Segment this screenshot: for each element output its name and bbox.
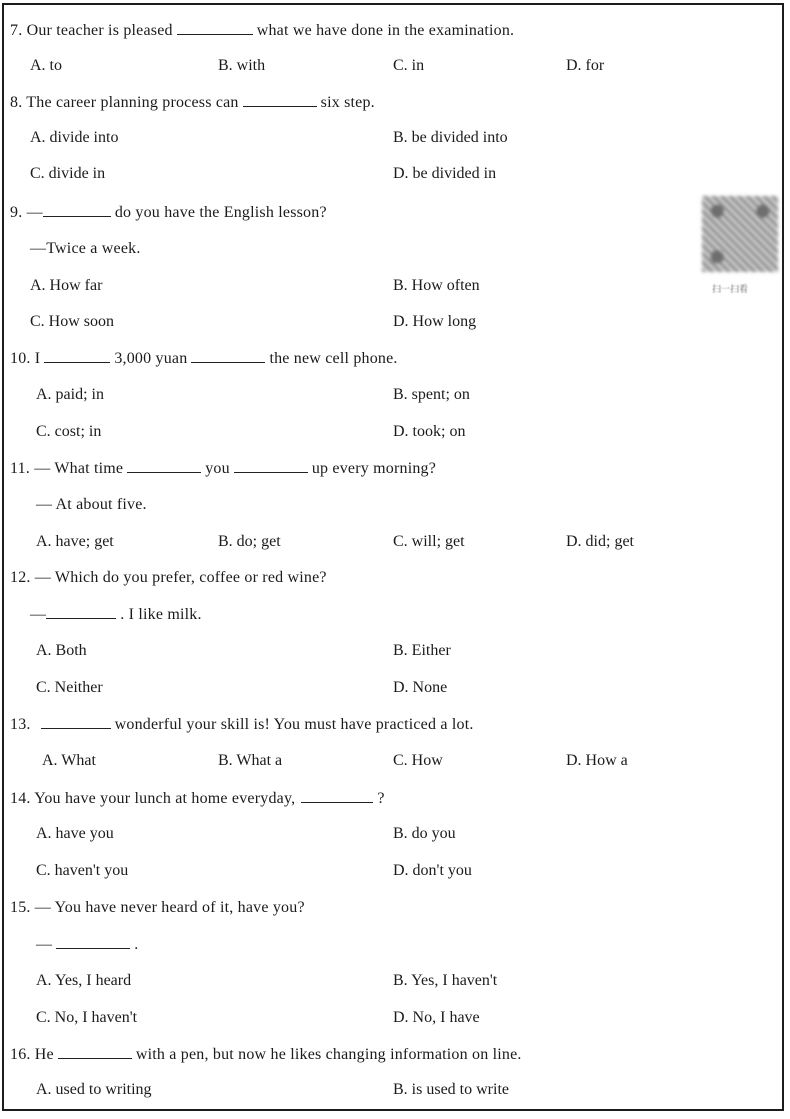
- q10-option-b[interactable]: B. spent; on: [393, 386, 470, 403]
- q13-option-a[interactable]: A. What: [42, 752, 96, 769]
- q9-option-c[interactable]: C. How soon: [30, 313, 115, 330]
- qr-code-image: [702, 196, 778, 272]
- question-15-stem: 15. — You have never heard of it, have you?: [10, 899, 305, 916]
- answer-blank[interactable]: [41, 714, 111, 729]
- q14-option-b[interactable]: B. do you: [393, 825, 456, 842]
- q14-option-c[interactable]: C. haven't you: [36, 862, 129, 879]
- answer-blank[interactable]: [234, 458, 308, 473]
- answer-blank[interactable]: [127, 458, 201, 473]
- q11-option-b[interactable]: B. do; get: [218, 533, 281, 550]
- question-16-stem: 16. He with a pen, but now he likes changing information on line.: [10, 1046, 522, 1063]
- q10-option-d[interactable]: D. took; on: [393, 423, 466, 440]
- question-7-stem: 7. Our teacher is pleased what we have done in the examination.: [10, 22, 515, 39]
- q15-option-d[interactable]: D. No, I have: [393, 1009, 480, 1026]
- question-9-reply: —Twice a week.: [30, 240, 141, 257]
- q8-option-d[interactable]: D. be divided in: [393, 165, 497, 182]
- answer-blank[interactable]: [191, 348, 265, 363]
- q13-option-d[interactable]: D. How a: [566, 752, 628, 769]
- answer-blank[interactable]: [44, 348, 110, 363]
- answer-blank[interactable]: [43, 202, 111, 217]
- q8-option-b[interactable]: B. be divided into: [393, 129, 508, 146]
- q11-option-d[interactable]: D. did; get: [566, 533, 634, 550]
- answer-blank[interactable]: [301, 788, 373, 803]
- question-12-stem: 12. — Which do you prefer, coffee or red wine?: [10, 569, 327, 586]
- q12-option-c[interactable]: C. Neither: [36, 679, 103, 696]
- q12-option-d[interactable]: D. None: [393, 679, 448, 696]
- q7-option-b[interactable]: B. with: [218, 57, 266, 74]
- q10-option-c[interactable]: C. cost; in: [36, 423, 102, 440]
- answer-blank[interactable]: [46, 604, 116, 619]
- q15-option-c[interactable]: C. No, I haven't: [36, 1009, 138, 1026]
- q16-option-a[interactable]: A. used to writing: [36, 1081, 152, 1098]
- q7-option-d[interactable]: D. for: [566, 57, 605, 74]
- q11-option-a[interactable]: A. have; get: [36, 533, 114, 550]
- answer-blank[interactable]: [243, 92, 317, 107]
- q11-option-c[interactable]: C. will; get: [393, 533, 465, 550]
- answer-blank[interactable]: [177, 20, 253, 35]
- q7-option-c[interactable]: C. in: [393, 57, 425, 74]
- question-15-reply: — .: [36, 936, 139, 953]
- q14-option-a[interactable]: A. have you: [36, 825, 114, 842]
- question-13-stem: 13. wonderful your skill is! You must have practiced a lot.: [10, 716, 474, 733]
- q15-option-b[interactable]: B. Yes, I haven't: [393, 972, 498, 989]
- q13-option-b[interactable]: B. What a: [218, 752, 283, 769]
- q8-option-a[interactable]: A. divide into: [30, 129, 119, 146]
- q7-option-a[interactable]: A. to: [30, 57, 62, 74]
- q16-option-b[interactable]: B. is used to write: [393, 1081, 509, 1098]
- qr-caption: 扫一扫看: [712, 285, 749, 295]
- q9-option-d[interactable]: D. How long: [393, 313, 477, 330]
- q12-option-b[interactable]: B. Either: [393, 642, 451, 659]
- q12-option-a[interactable]: A. Both: [36, 642, 87, 659]
- q9-option-a[interactable]: A. How far: [30, 277, 103, 294]
- q10-option-a[interactable]: A. paid; in: [36, 386, 104, 403]
- question-8-stem: 8. The career planning process can six step.: [10, 94, 375, 111]
- question-9-stem: 9. — do you have the English lesson?: [10, 204, 327, 221]
- question-12-reply: — . I like milk.: [30, 606, 202, 623]
- answer-blank[interactable]: [56, 934, 130, 949]
- q15-option-a[interactable]: A. Yes, I heard: [36, 972, 132, 989]
- q8-option-c[interactable]: C. divide in: [30, 165, 106, 182]
- q14-option-d[interactable]: D. don't you: [393, 862, 472, 879]
- question-11-reply: — At about five.: [36, 496, 147, 513]
- q13-option-c[interactable]: C. How: [393, 752, 443, 769]
- answer-blank[interactable]: [58, 1044, 132, 1059]
- question-14-stem: 14. You have your lunch at home everyday, ?: [10, 790, 385, 807]
- q9-option-b[interactable]: B. How often: [393, 277, 480, 294]
- question-11-stem: 11. — What time you up every morning?: [10, 460, 437, 477]
- question-10-stem: 10. I 3,000 yuan the new cell phone.: [10, 350, 398, 367]
